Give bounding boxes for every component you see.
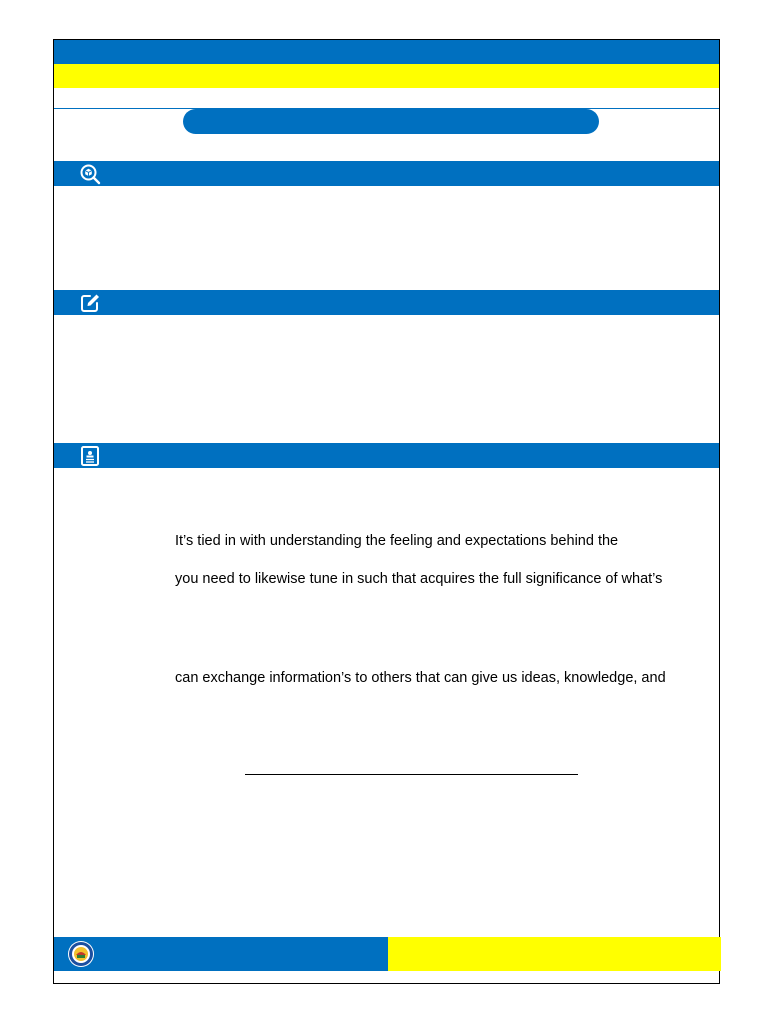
header-blue-band: [54, 40, 719, 64]
section-bar-1: [54, 161, 719, 186]
document-person-icon: [79, 445, 101, 467]
pencil-edit-icon: [79, 292, 101, 314]
magnifier-cube-icon: [79, 163, 101, 185]
title-banner: [183, 109, 599, 134]
body-text-line: It’s tied in with understanding the feeling and expectations behind the: [175, 533, 619, 549]
school-seal-logo: [67, 940, 95, 968]
body-text-line: can exchange information’s to others that can give us ideas, knowledge, and: [175, 670, 666, 686]
section-bar-2: [54, 290, 719, 315]
footer-blue-band: [54, 937, 388, 971]
worksheet-page: [53, 39, 720, 984]
body-text-line: you need to likewise tune in such that acquires the full significance of what’s: [175, 571, 663, 587]
header-yellow-band: [54, 64, 719, 88]
signature-line: [245, 774, 578, 775]
footer-yellow-band: [388, 937, 721, 971]
section-bar-3: [54, 443, 719, 468]
